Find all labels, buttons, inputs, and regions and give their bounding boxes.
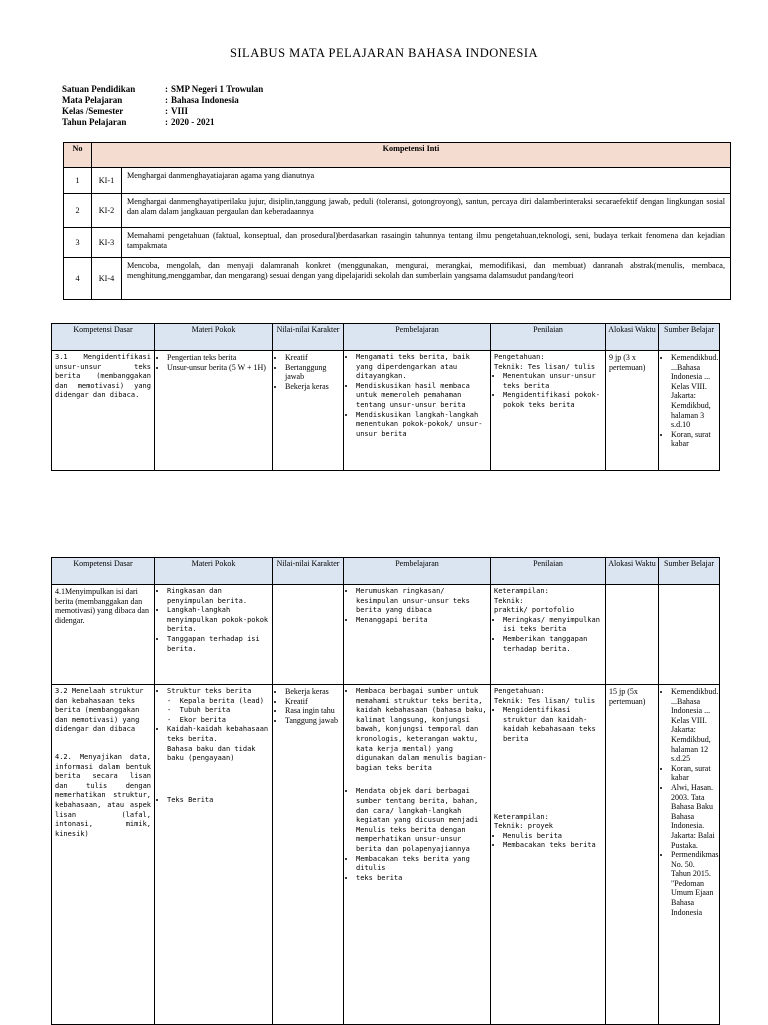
syllabus-table-1: [51, 323, 720, 471]
page-title: SILABUS MATA PELAJARAN BAHASA INDONESIA: [229, 46, 539, 60]
nilai-cell: [273, 685, 344, 1025]
list-item: • Kreatif: [285, 353, 340, 363]
penilaian-cell: [491, 351, 606, 471]
info-row: Mata Pelajaran : Bahasa Indonesia: [62, 95, 263, 106]
syllabus-header-row: [52, 324, 720, 351]
identity-table: [62, 84, 263, 128]
kd-text: 3.2 Menelaah struktur dan kebahasaan teks berita (membanggakan dan memotivasi) yang didengar dan dibaca: [55, 687, 144, 734]
header-pembelajaran: Pembelajaran: [344, 558, 491, 585]
list-item: • Mengidentifikasi struktur dan kaidah-kaidah kebahasaan teks berita: [503, 706, 602, 744]
materi-cell: [155, 685, 273, 1025]
list-item: • Ringkasan dan penyimpulan berita.: [167, 587, 269, 606]
kompetensi-inti-table: [63, 142, 731, 300]
pembelajaran-cell: [344, 585, 491, 685]
header-sumber-belajar: Sumber Belajar: [659, 558, 720, 585]
list-item: • Mendiskusikan langkah-langkah menentukan pokok-pokok/ unsur-unsur berita: [356, 411, 487, 440]
kd-cell: 4.1Menyimpulkan isi dari berita (membanggakan dan memotivasi) yang dibaca dan didengar.: [52, 585, 155, 685]
list-item: • Permendikmas No. 50. Tahun 2015. "Pedoman Umum Ejaan Bahasa Indonesia: [671, 850, 716, 917]
list-item: • Tanggung jawab: [285, 716, 340, 726]
nilai-cell: [273, 585, 344, 685]
info-row: Kelas /Semester : VIII: [62, 106, 263, 117]
penilaian-teknik: Teknik: proyek: [494, 822, 554, 831]
list-item: • Bekerja keras: [285, 382, 340, 392]
materi-cell: [155, 585, 273, 685]
list-item: • Bertanggung jawab: [285, 363, 340, 382]
header-materi-pokok: Materi Pokok: [155, 324, 273, 351]
penilaian-title: Keterampilan:: [494, 587, 549, 595]
list-item: • Menulis berita: [503, 832, 602, 842]
ki-header-title: Kompetensi Inti: [92, 143, 731, 168]
header-penilaian: Penilaian: [491, 558, 606, 585]
penilaian-title: Pengetahuan:: [494, 353, 545, 361]
ki-row: [64, 168, 731, 194]
info-row: Satuan Pendidikan : SMP Negeri 1 Trowulan: [62, 84, 264, 94]
list-item: • Menentukan unsur-unsur teks berita: [503, 372, 602, 391]
list-item: • Koran, surat kabar: [671, 430, 716, 449]
ki-text: Mencoba, mengolah, dan menyaji dalamranah konkret (menggunakan, mengurai, merangkai, memodifikasi, dan membuat) danranah abstrak(menulis, membaca, menghitung,menggambar, dan mengarang) sesuai dengan yang dipelajaridi sekolah dan sumberlain yangsama dalamsudut pandang/teori: [122, 258, 731, 300]
syllabus-table-2: [51, 557, 720, 1025]
penilaian-cell: [491, 685, 606, 1025]
ki-no: 1: [64, 168, 92, 194]
list-item: • Unsur-unsur berita (5 W + 1H): [167, 363, 269, 373]
syllabus-header-row: [52, 558, 720, 585]
ki-code: KI-3: [92, 228, 122, 258]
list-item: • Mengamati teks berita, baik yang diperdengarkan atau ditayangkan.: [356, 353, 487, 382]
ki-no: 4: [64, 258, 92, 300]
header-alokasi-waktu: Alokasi Waktu: [606, 558, 659, 585]
kd-cell: [52, 685, 155, 1025]
info-value: SMP Negeri 1 Trowulan: [171, 84, 264, 94]
materi-cell: [155, 351, 273, 471]
list-item: • Mengidentifikasi pokok-pokok teks berita: [503, 391, 602, 410]
list-item: • Pengertian teks berita: [167, 353, 269, 363]
list-item: Tubuh berita: [179, 706, 231, 715]
ki-row: [64, 194, 731, 228]
list-item: • Kemendikbud. ...Bahasa Indonesia ... Kelas VIII. Jakarta: Kemdikbud, halaman 3 s.d.10: [671, 353, 716, 430]
header-kompetensi-dasar: Kompetensi Dasar: [52, 558, 155, 585]
info-value: VIII: [171, 106, 189, 116]
nilai-cell: [273, 351, 344, 471]
header-nilai-karakter: Nilai-nilai Karakter: [273, 324, 344, 351]
pembelajaran-cell: [344, 685, 491, 1025]
list-item: • Menanggapi berita: [356, 616, 487, 626]
header-penilaian: Penilaian: [491, 324, 606, 351]
sumber-cell: [659, 585, 720, 685]
list-item: • Membacakan teks berita yang ditulis: [356, 855, 487, 874]
list-item: • Rasa ingin tahu: [285, 706, 340, 716]
sumber-cell: [659, 685, 720, 1025]
alokasi-cell: [606, 585, 659, 685]
list-item: Ekor berita: [179, 715, 227, 724]
list-item: • Membaca berbagai sumber untuk memahami struktur teks berita, kaidah kebahasaan (bahasa baku, kalimat langsung, konjungsi bawah, konjungsi temporal dan kronologis, keterangan waktu, kata kerja mental) yang digunakan dalam menulis bagian-bagian teks berita: [356, 687, 487, 773]
materi-struktur: Struktur teks berita: [167, 687, 252, 695]
syllabus-row: [52, 585, 720, 685]
list-item: • Bekerja keras: [285, 687, 340, 697]
penilaian-title: Pengetahuan:: [494, 687, 545, 695]
ki-code: KI-1: [92, 168, 122, 194]
list-item: • Teks Berita: [167, 796, 269, 806]
info-label: Kelas /Semester: [62, 106, 124, 116]
header-kompetensi-dasar: Kompetensi Dasar: [52, 324, 155, 351]
header-alokasi-waktu: Alokasi Waktu: [606, 324, 659, 351]
list-item: • Kaidah-kaidah kebahasaan teks berita.: [167, 725, 269, 744]
penilaian-teknik-detail: praktik/ portofolio: [494, 606, 575, 615]
sumber-cell: [659, 351, 720, 471]
ki-no: 2: [64, 194, 92, 228]
info-label: Tahun Pelajaran: [62, 117, 127, 127]
ki-text: Menghargai danmenghayatiperilaku jujur, disiplin,tanggung jawab, peduli (toleransi, gotongroyong), santun, percaya diri dalamberinteraksi secaraefektif dengan lingkungan sosial dan alam dalam jangkauan pergaulan dan keberadaannya: [122, 194, 731, 228]
header-pembelajaran: Pembelajaran: [344, 324, 491, 351]
ki-code: KI-2: [92, 194, 122, 228]
list-item: Kepala berita (lead): [179, 696, 264, 705]
materi-struktur-items: - Kepala berita (lead) - Tubuh berita - Ekor berita: [167, 696, 264, 724]
info-value: Bahasa Indonesia: [171, 95, 239, 105]
list-item: • Mendiskusikan hasil membaca untuk memeroleh pemahaman tentang unsur-unsur berita: [356, 382, 487, 411]
syllabus-row: [52, 685, 720, 1025]
list-item: • Kemendikbud. ...Bahasa Indonesia ... Kelas VIII. Jakarta: Kemdikbud, halaman 12 s.d.25: [671, 687, 716, 764]
list-item: • Tanggapan terhadap isi berita.: [167, 635, 269, 654]
penilaian-teknik: Teknik: Tes lisan/ tulis: [494, 696, 596, 705]
info-value: 2020 - 2021: [171, 117, 215, 127]
list-item: • Kreatif: [285, 697, 340, 707]
list-item: • Memberikan tanggapan terhadap berita.: [503, 635, 602, 654]
info-row: Tahun Pelajaran : 2020 - 2021: [62, 117, 263, 128]
header-materi-pokok: Materi Pokok: [155, 558, 273, 585]
list-item: • Mendata objek dari berbagai sumber tentang berita, bahan, dan cara/ langkah-langkah kegiatan yang dicusun menjadi Menulis teks berita dengan memperhatikan unsur-unsur berita dan polapenyajiannya: [356, 787, 487, 854]
info-label: Mata Pelajaran: [62, 95, 123, 105]
ki-code: KI-4: [92, 258, 122, 300]
list-item: • Merumuskan ringkasan/ kesimpulan unsur-unsur teks berita yang dibaca: [356, 587, 487, 616]
info-label: Satuan Pendidikan: [62, 84, 136, 94]
penilaian-teknik: Teknik:: [494, 596, 524, 605]
penilaian-cell: [491, 585, 606, 685]
header-sumber-belajar: Sumber Belajar: [659, 324, 720, 351]
alokasi-cell: 15 jp (5x pertemuan): [606, 685, 659, 1025]
list-item: • Langkah-langkah menyimpulkan pokok-pokok berita.: [167, 606, 269, 635]
list-item: [167, 687, 269, 725]
list-item: • Koran, surat kabar: [671, 764, 716, 783]
alokasi-cell: 9 jp (3 x pertemuan): [606, 351, 659, 471]
ki-row: [64, 258, 731, 300]
materi-baku: Bahasa baku dan tidak baku (pengayaan): [167, 744, 256, 763]
syllabus-row: [52, 351, 720, 471]
list-item: • Meringkas/ menyimpulkan isi teks berita: [503, 616, 602, 635]
list-item: • teks berita: [356, 874, 487, 884]
list-item: • Alwi, Hasan. 2003. Tata Bahasa Baku Bahasa Indonesia. Jakarta: Balai Pustaka.: [671, 783, 716, 850]
ki-text: Menghargai danmenghayatiajaran agama yang dianutnya: [122, 168, 731, 194]
ki-row: [64, 228, 731, 258]
penilaian-teknik: Teknik: Tes lisan/ tulis: [494, 362, 596, 371]
ki-no: 3: [64, 228, 92, 258]
kd-cell: 3.1 Mengidentifikasi unsur-unsur teks berita (membanggakan dan memotivasi) yang didengar dan dibaca.: [52, 351, 155, 471]
kd-text: 4.2. Menyajikan data, informasi dalam bentuk berita secara lisan dan tulis dengan memerhatikan struktur, kebahasaan, atau aspek lisan (lafal, intonasi, mimik, kinesik): [55, 752, 151, 838]
list-item: • Membacakan teks berita: [503, 841, 602, 851]
ki-header-no: No: [64, 143, 92, 168]
penilaian-title: Keterampilan:: [494, 812, 549, 821]
ki-text: Memahami pengetahuan (faktual, konseptual, dan prosedural)berdasarkan rasaingin tahunnya tentang ilmu pengetahuan,teknologi, seni, budaya terkait fenomena dan kejadian tampakmata: [122, 228, 731, 258]
pembelajaran-cell: [344, 351, 491, 471]
header-nilai-karakter: Nilai-nilai Karakter: [273, 558, 344, 585]
